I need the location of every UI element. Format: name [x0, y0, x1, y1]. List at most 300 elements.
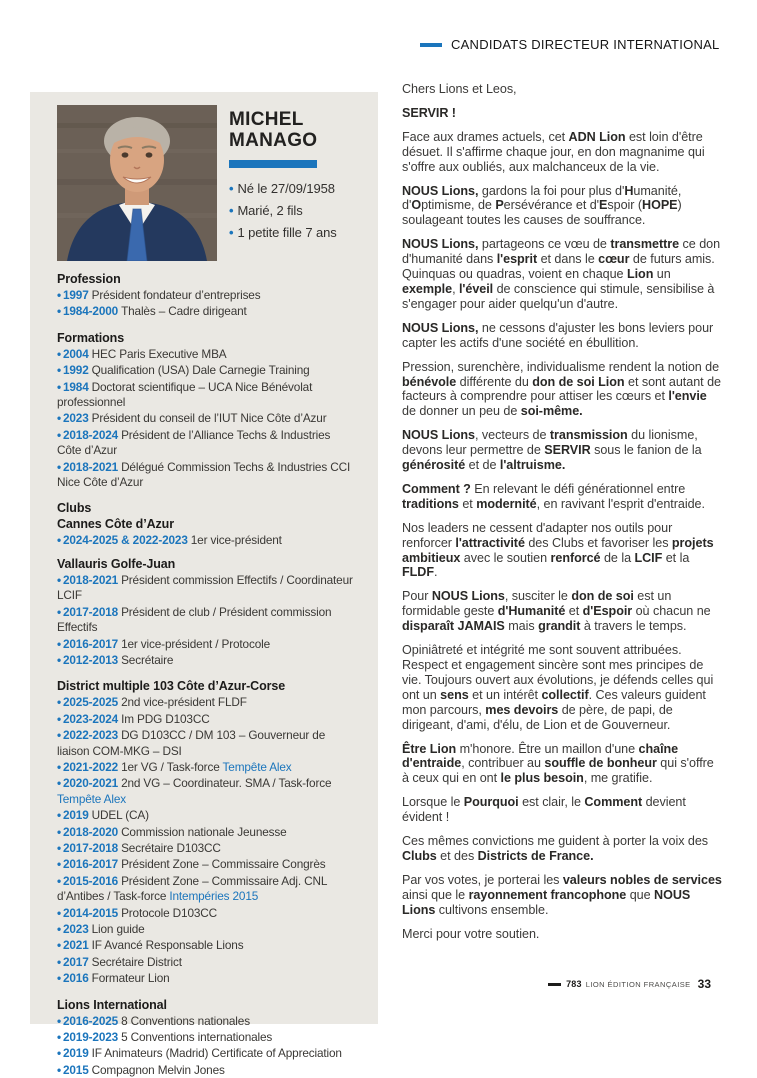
section-title: Clubs	[57, 501, 92, 516]
cv-item-year: 2015-2016	[62, 873, 119, 888]
footer-page-number: 33	[697, 977, 711, 991]
profile-section	[57, 272, 354, 320]
cv-item	[57, 922, 354, 937]
letter-text: est clair, le	[518, 795, 585, 810]
candidate-letter	[402, 82, 724, 951]
cv-item-text: 8 Conventions nationales	[121, 1013, 250, 1028]
cv-item-text: Doctorat scientifique – UCA Nice Bénévolat professionnel	[57, 379, 313, 410]
cv-item-year: 2016-2025	[62, 1013, 119, 1028]
letter-text: ) soulageant toutes les causes de souffrance.	[402, 198, 682, 228]
bullet-icon: •	[57, 922, 61, 936]
cv-item-text: Secrétaire District	[91, 954, 182, 969]
cv-item-year: 2012-2013	[62, 652, 119, 667]
cv-item	[57, 1030, 354, 1045]
cv-item-text: Protocole D103CC	[121, 905, 218, 920]
letter-paragraph	[402, 321, 724, 351]
cv-item-year: 2004	[62, 346, 89, 361]
cv-item-year: 2018-2021	[62, 459, 119, 474]
letter-bold-text: NOUS Lions	[402, 428, 475, 443]
bullet-icon: •	[57, 363, 61, 378]
cv-item-text: Commission nationale Jeunesse	[121, 824, 287, 839]
letter-paragraph	[402, 82, 724, 97]
letter-bold-text: chaîne d'entraide	[402, 741, 679, 771]
bullet-icon: •	[57, 695, 61, 710]
bullet-icon: •	[57, 427, 61, 442]
letter-text: ptimisme, de	[421, 198, 496, 213]
bullet-icon: •	[57, 857, 61, 872]
cv-item-year: 2023-2024	[62, 711, 119, 726]
letter-bold-text: LCIF	[634, 550, 663, 565]
letter-text: que	[626, 887, 655, 902]
letter-bold-text: générosité	[402, 458, 466, 473]
letter-text: des Clubs et favoriser les	[524, 535, 672, 550]
letter-bold-text: d'Espoir	[582, 604, 633, 619]
letter-bold-text: renforcé	[550, 550, 601, 565]
letter-bold-text: rayonnement francophone	[468, 887, 627, 902]
letter-bold-text: exemple	[402, 281, 453, 296]
letter-bold-text: ADN Lion	[568, 129, 626, 144]
cv-item-year: 2021-2022	[62, 759, 119, 774]
letter-bold-text: projets ambitieux	[402, 535, 714, 565]
cv-item-text: Lion guide	[91, 922, 145, 936]
candidate-photo	[57, 105, 217, 261]
cv-item	[57, 428, 354, 459]
cv-item-text: Im PDG D103CC	[121, 711, 210, 726]
letter-bold-text: SERVIR	[544, 443, 591, 458]
cv-item-link[interactable]: Tempête Alex	[57, 791, 127, 806]
letter-text: ,	[452, 281, 459, 296]
cv-item-text: Qualification (USA) Dale Carnegie Training	[91, 363, 310, 378]
cv-item-year: 2017-2018	[62, 840, 119, 855]
cv-item-text: Formateur Lion	[91, 971, 170, 986]
letter-text: mais	[504, 619, 539, 634]
cv-item	[57, 1063, 354, 1078]
letter-bold-text: NOUS Lions	[402, 887, 691, 917]
bullet-icon: •	[57, 938, 61, 953]
bullet-icon: •	[57, 873, 61, 888]
letter-paragraph	[402, 106, 724, 121]
letter-paragraph	[402, 482, 724, 512]
letter-bold-text: don de soi Lion	[532, 374, 625, 389]
letter-bold-text: Pourquoi	[463, 795, 519, 810]
cv-item-text: Président de l’Alliance Techs & Industries Côte d’Azur	[57, 427, 331, 458]
bullet-icon: •	[57, 604, 61, 619]
letter-text: Lorsque le	[402, 795, 464, 810]
letter-bold-text: Lion	[626, 267, 654, 282]
bullet-icon: •	[57, 759, 61, 774]
letter-bold-text: cœur	[598, 252, 630, 267]
section-title: Lions International	[57, 997, 167, 1012]
letter-bold-text: l'attractivité	[455, 535, 525, 550]
letter-text: de futurs amis. Quinquas ou quadras, voient en chaque	[402, 252, 715, 282]
letter-text: m'honore. Être un maillon d'une	[456, 741, 639, 756]
cv-item-year: 2025-2025	[62, 695, 119, 710]
letter-text: et un intérêt	[468, 687, 542, 702]
letter-bold-text: Comment ?	[402, 481, 471, 496]
letter-text: est un formidable geste	[402, 589, 672, 619]
bullet-icon: •	[57, 346, 61, 361]
cv-item	[57, 533, 354, 548]
candidate-identity	[57, 105, 354, 261]
letter-bold-text: E	[599, 198, 608, 213]
cv-item-text: Président Zone – Commissaire Adj. CNL d’Antibes / Task-force	[57, 873, 327, 904]
letter-text: .	[433, 565, 438, 580]
letter-text: ne cessons d'ajuster les bons leviers pour capter les actifs d'une société en ébullition.	[402, 320, 714, 350]
cv-item-year: 2019	[62, 1046, 89, 1061]
cv-item	[57, 304, 354, 319]
letter-bold-text: NOUS Lions,	[402, 320, 479, 335]
cv-item-year: 2018-2020	[62, 824, 119, 839]
cv-item	[57, 825, 354, 840]
cv-item-year: 2016-2017	[62, 857, 119, 872]
profile-section	[57, 501, 354, 668]
letter-text: En relevant le défi générationnel entre	[470, 481, 686, 496]
profile-section	[57, 331, 354, 491]
letter-bold-text: modernité	[476, 496, 537, 511]
letter-text: Pression, surenchère, individualisme rendent la notion de	[402, 359, 720, 374]
cv-item-text: DG D103CC / DM 103 – Gouverneur de liaison COM-MKG – DSI	[57, 728, 326, 758]
letter-text: , vecteurs de	[474, 428, 550, 443]
letter-text: umanité, d'	[402, 183, 682, 213]
page-header	[420, 37, 720, 52]
profile-fact	[229, 181, 337, 196]
cv-item	[57, 712, 354, 727]
cv-item	[57, 857, 354, 872]
cv-item	[57, 605, 354, 636]
letter-text: est loin d'être désuet. Il s'affirme chaque jour, en don magnanime qui s'offre aux oubliés, aux malchanceux de la vie.	[402, 129, 705, 174]
bullet-icon: •	[229, 224, 234, 240]
cv-item-year: 2017	[62, 954, 89, 969]
letter-text: qui s'offre à ceux qui en ont	[402, 756, 714, 786]
letter-text: avec le soutien	[460, 550, 551, 565]
letter-bold-text: l'esprit	[496, 252, 538, 267]
cv-item	[57, 971, 354, 986]
cv-item-year: 1984-2000	[62, 304, 119, 319]
cv-item	[57, 874, 354, 905]
letter-text: Par vos votes, je porterai les	[402, 872, 563, 887]
section-title: Formations	[57, 330, 125, 345]
profile-fact	[229, 225, 337, 240]
bullet-icon: •	[57, 636, 61, 651]
letter-text: de la	[600, 550, 635, 565]
letter-bold-text: NOUS Lions,	[402, 237, 479, 252]
bullet-icon: •	[57, 411, 61, 426]
cv-item-year: 2024-2025 & 2022-2023	[62, 533, 188, 548]
letter-text: ainsi que le	[402, 887, 469, 902]
letter-text: Pour	[402, 589, 432, 604]
profile-fact-text: 1 petite fille 7 ans	[237, 224, 337, 240]
profile-facts	[229, 181, 337, 240]
letter-bold-text: l'altruisme.	[499, 458, 566, 473]
letter-paragraph	[402, 742, 724, 787]
cv-item	[57, 411, 354, 426]
letter-text: spoir (	[607, 198, 643, 213]
cv-item-text: Président de club / Président commission Effectifs	[57, 604, 332, 635]
letter-bold-text: NOUS Lions	[431, 589, 505, 604]
cv-item	[57, 1014, 354, 1029]
letter-text: , susciter le	[504, 589, 572, 604]
letter-text: cultivons ensemble.	[435, 902, 549, 917]
cv-item-text: 1er VG / Task-force	[121, 759, 223, 774]
letter-text: et	[458, 496, 477, 511]
letter-bold-text: collectif	[541, 687, 589, 702]
cv-item-year: 2019	[62, 808, 89, 823]
cv-item-year: 2016-2017	[62, 636, 119, 651]
letter-bold-text: NOUS Lions,	[402, 183, 479, 198]
cv-item-text: Thalès – Cadre dirigeant	[121, 304, 247, 319]
letter-text: différente du	[456, 374, 533, 389]
section-title: Profession	[57, 272, 121, 286]
cv-item	[57, 776, 354, 807]
cv-item	[57, 363, 354, 378]
letter-bold-text: disparaît JAMAIS	[402, 619, 505, 634]
cv-item-year: 1997	[62, 288, 89, 302]
bullet-icon: •	[57, 1030, 61, 1045]
cv-item	[57, 938, 354, 953]
cv-item-text: Compagnon Melvin Jones	[91, 1062, 225, 1077]
profile-section	[57, 998, 354, 1078]
cv-item-text: 1er vice-président / Protocole	[121, 636, 270, 651]
bullet-icon: •	[229, 180, 234, 196]
cv-item-year: 2016	[62, 971, 89, 986]
letter-bold-text: SERVIR !	[402, 105, 456, 120]
cv-item	[57, 728, 354, 759]
cv-item-year: 2018-2021	[62, 572, 119, 587]
bullet-icon: •	[57, 840, 61, 855]
letter-bold-text: Comment	[584, 795, 643, 810]
letter-paragraph	[402, 589, 724, 634]
bullet-icon: •	[57, 711, 61, 726]
cv-item	[57, 695, 354, 710]
cv-item-year: 2018-2024	[62, 427, 119, 442]
footer-magazine-name: LION ÉDITION FRANÇAISE	[585, 979, 691, 989]
letter-bold-text: mes devoirs	[485, 702, 559, 717]
bullet-icon: •	[57, 288, 61, 302]
letter-bold-text: P	[495, 198, 504, 213]
profile-section	[57, 679, 354, 986]
candidate-last-name: MANAGO	[229, 130, 318, 152]
letter-text: de donner un peu de	[402, 404, 521, 419]
cv-item-text: Président Zone – Commissaire Congrès	[121, 857, 326, 872]
candidate-panel	[30, 92, 378, 1077]
letter-text: Merci pour votre soutien.	[402, 926, 540, 941]
portrait-illustration	[57, 105, 217, 261]
letter-text: où chacun ne	[632, 604, 711, 619]
letter-bold-text: H	[624, 183, 634, 198]
letter-text: , contribuer au	[461, 756, 545, 771]
cv-item-text: HEC Paris Executive MBA	[91, 346, 227, 361]
letter-paragraph	[402, 873, 724, 918]
cv-item-text: 5 Conventions internationales	[121, 1030, 273, 1045]
letter-text: à travers le temps.	[580, 619, 687, 634]
cv-item	[57, 955, 354, 970]
letter-bold-text: transmettre	[610, 237, 680, 252]
profile-sections	[57, 272, 354, 1078]
letter-text: Ces mêmes convictions me guident à porter la voix des	[402, 834, 709, 849]
cv-item-text: 2nd vice-président FLDF	[121, 695, 247, 710]
cv-item-year: 2023	[62, 922, 89, 936]
letter-text: ersévérance et d'	[503, 198, 600, 213]
bullet-icon: •	[57, 1046, 61, 1061]
cv-item-year: 2017-2018	[62, 604, 119, 619]
bullet-icon: •	[57, 776, 61, 791]
cv-item-text: Délégué Commission Techs & Industries CCI Nice Côte d’Azur	[57, 459, 351, 490]
cv-item-link[interactable]: Intempéries 2015	[169, 889, 259, 904]
letter-bold-text: Districts de France.	[477, 848, 594, 863]
letter-bold-text: l'envie	[668, 389, 707, 404]
cv-item-text: IF Avancé Responsable Lions	[91, 938, 244, 953]
cv-item-year: 2014-2015	[62, 905, 119, 920]
letter-text: et dans le	[537, 252, 599, 267]
bullet-icon: •	[57, 971, 61, 986]
letter-bold-text: valeurs nobles de services	[562, 872, 722, 887]
letter-text: et des	[436, 848, 478, 863]
page-footer	[548, 977, 711, 991]
cv-item	[57, 841, 354, 856]
cv-item-year: 1984	[62, 379, 89, 394]
letter-paragraph	[402, 521, 724, 581]
profile-fact-text: Marié, 2 fils	[237, 202, 303, 218]
cv-item-year: 1992	[62, 363, 89, 378]
letter-paragraph	[402, 795, 724, 825]
letter-bold-text: souffle de bonheur	[544, 756, 657, 771]
footer-issue-number: 783	[566, 979, 582, 989]
letter-paragraph	[402, 428, 724, 473]
letter-paragraph	[402, 237, 724, 312]
section-subtitle: Vallauris Golfe-Juan	[57, 556, 176, 571]
cv-item-year: 2020-2021	[62, 776, 119, 791]
bullet-icon: •	[57, 1062, 61, 1077]
cv-item-year: 2023	[62, 411, 89, 426]
letter-bold-text: O	[411, 198, 422, 213]
cv-item-text: Président fondateur d’entreprises	[91, 288, 261, 302]
letter-text: devient évident !	[402, 795, 686, 825]
page-title: CANDIDATS DIRECTEUR INTERNATIONAL	[451, 37, 720, 52]
bullet-icon: •	[57, 533, 61, 548]
letter-text: du lionisme, devons leur permettre de	[402, 428, 698, 458]
cv-item	[57, 906, 354, 921]
profile-fact	[229, 203, 337, 218]
letter-text: Nos leaders ne cessent d'adapter nos outils pour renforcer	[402, 520, 673, 550]
cv-item	[57, 380, 354, 411]
cv-item	[57, 573, 354, 604]
header-dash-icon	[420, 43, 442, 47]
letter-paragraph	[402, 130, 724, 175]
letter-bold-text: Être Lion	[402, 741, 457, 756]
cv-item-text: Président commission Effectifs / Coordinateur LCIF	[57, 572, 353, 603]
letter-bold-text: sens	[440, 687, 469, 702]
cv-item-year: 2022-2023	[62, 728, 119, 743]
cv-item-link[interactable]: Tempête Alex	[222, 759, 292, 774]
bullet-icon: •	[229, 202, 234, 218]
cv-item-year: 2021	[62, 938, 89, 953]
letter-text: et	[565, 604, 583, 619]
bullet-icon: •	[57, 572, 61, 587]
letter-text: partageons ce vœu de	[478, 237, 611, 252]
cv-item	[57, 460, 354, 491]
letter-bold-text: le plus besoin	[500, 771, 584, 786]
letter-bold-text: traditions	[402, 496, 459, 511]
cv-item	[57, 808, 354, 823]
cv-item-text: UDEL (CA)	[91, 808, 149, 823]
letter-text: et de	[465, 458, 500, 473]
letter-bold-text: bénévole	[402, 374, 457, 389]
letter-text: de père, de papi, de dirigeant, d'ami, d'élu, de Lion et de Gouverneur.	[402, 702, 673, 732]
bullet-icon: •	[57, 304, 61, 319]
letter-text: Chers Lions et Leos,	[402, 82, 517, 96]
letter-paragraph	[402, 643, 724, 732]
letter-text: ce don d'humanité dans	[402, 237, 721, 267]
bullet-icon: •	[57, 652, 61, 667]
candidate-name	[229, 109, 337, 152]
cv-item	[57, 1046, 354, 1061]
cv-item-text: Secrétaire D103CC	[121, 840, 221, 855]
letter-text: gardons la foi pour plus d'	[478, 183, 625, 198]
cv-item-year: 2019-2023	[62, 1030, 119, 1045]
cv-item	[57, 760, 354, 775]
cv-item-text: 2nd VG – Coordinateur. SMA / Task-force	[121, 776, 332, 791]
letter-text: . Ces valeurs guident mon parcours,	[402, 687, 706, 717]
bullet-icon: •	[57, 824, 61, 839]
letter-text: et sont autant de facteurs à comprendre pour attiser les cœurs et	[402, 374, 721, 404]
cv-item	[57, 637, 354, 652]
letter-bold-text: don de soi	[571, 589, 634, 604]
cv-item-text: 1er vice-président	[190, 533, 282, 548]
letter-bold-text: transmission	[549, 428, 628, 443]
footer-dash-icon	[548, 983, 561, 986]
letter-paragraph	[402, 184, 724, 229]
cv-item-text: Secrétaire	[121, 652, 174, 667]
section-subtitle: Cannes Côte d’Azur	[57, 517, 174, 532]
letter-text: de conscience qui stimule, sensibilise à s'engager pour aider quelqu'un d'autre.	[402, 281, 715, 311]
cv-item-text: Président du conseil de l’IUT Nice Côte d’Azur	[91, 411, 327, 426]
bullet-icon: •	[57, 379, 61, 394]
letter-text: , en ravivant l'esprit d'entraide.	[536, 496, 705, 511]
letter-paragraph	[402, 927, 724, 942]
section-title: District multiple 103 Côte d’Azur-Corse	[57, 679, 286, 694]
letter-paragraph	[402, 834, 724, 864]
name-underline-bar	[229, 160, 317, 168]
letter-text: Opiniâtreté et intégrité me sont souvent attribuées. Respect et engagement sincère sont mes principes de vie. Toujours ouvert aux évolutions, je défends celles qui ont un	[402, 643, 714, 702]
letter-bold-text: soi-même.	[520, 404, 583, 419]
candidate-first-name: MICHEL	[229, 109, 304, 130]
bullet-icon: •	[57, 808, 61, 823]
cv-item	[57, 347, 354, 362]
bullet-icon: •	[57, 728, 61, 743]
cv-item-year: 2015	[62, 1062, 89, 1077]
bullet-icon: •	[57, 954, 61, 969]
letter-bold-text: Clubs	[402, 848, 437, 863]
bullet-icon: •	[57, 459, 61, 474]
letter-bold-text: d'Humanité	[497, 604, 566, 619]
letter-bold-text: FLDF	[402, 565, 434, 580]
letter-bold-text: l'éveil	[458, 281, 494, 296]
letter-text: et la	[662, 550, 690, 565]
letter-text: un	[653, 267, 671, 282]
letter-bold-text: HOPE	[642, 198, 678, 213]
cv-item	[57, 288, 354, 303]
letter-paragraph	[402, 360, 724, 420]
profile-fact-text: Né le 27/09/1958	[237, 180, 335, 196]
letter-text: Face aux drames actuels, cet	[402, 129, 569, 144]
cv-item	[57, 653, 354, 668]
letter-text: , me gratifie.	[583, 771, 653, 786]
bullet-icon: •	[57, 905, 61, 920]
name-block	[229, 105, 337, 261]
letter-text: sous le fanion de la	[590, 443, 702, 458]
bullet-icon: •	[57, 1013, 61, 1028]
letter-bold-text: grandit	[538, 619, 581, 634]
